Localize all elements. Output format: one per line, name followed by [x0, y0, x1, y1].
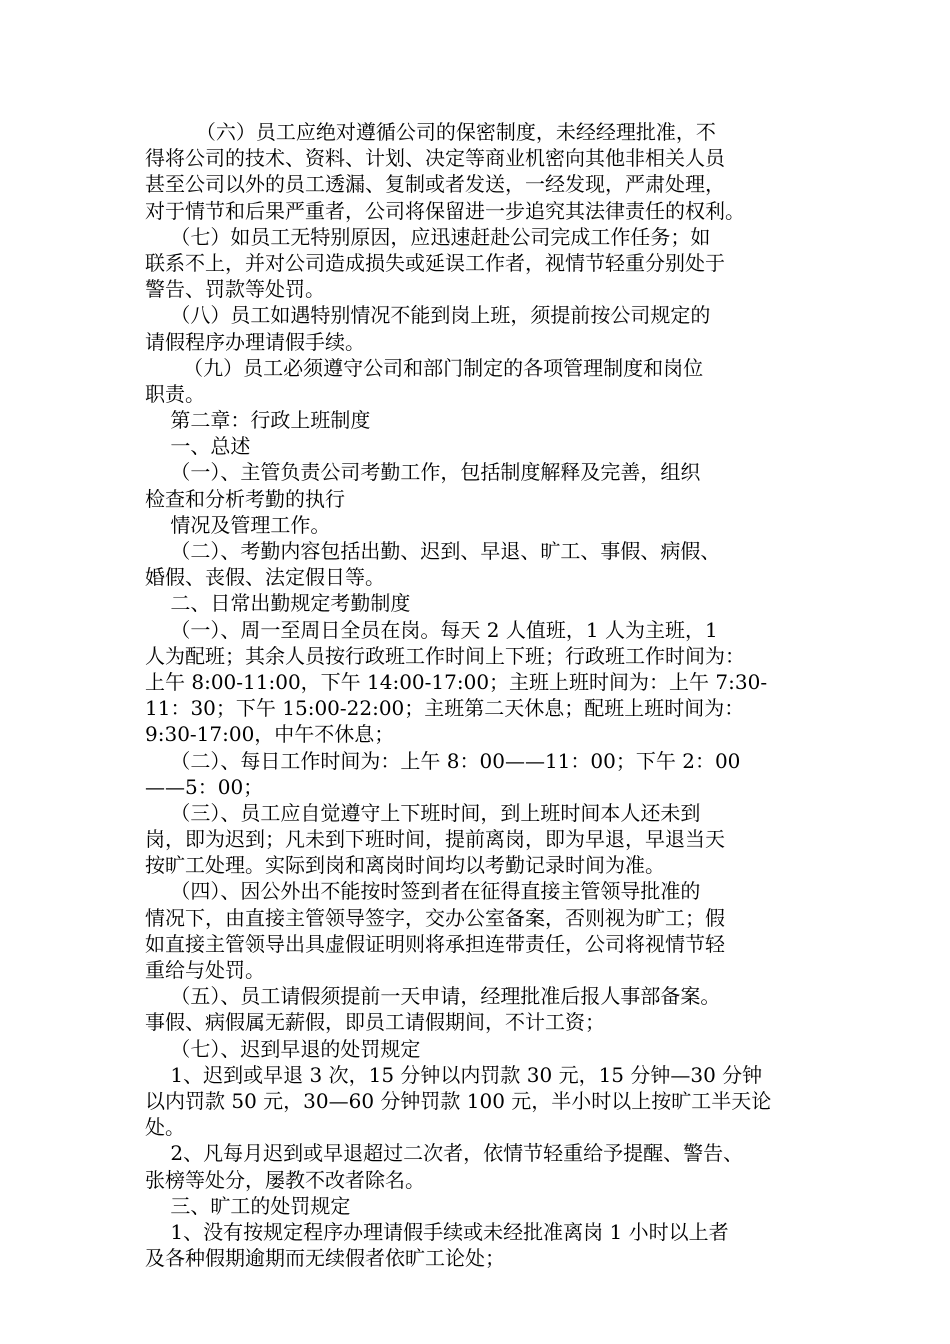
text-line: 请假程序办理请假手续。 — [145, 329, 365, 354]
text-line: （八）员工如遇特别情况不能到岗上班，须提前按公司规定的 — [145, 303, 711, 328]
text-line: 及各种假期逾期而无续假者依旷工论处； — [145, 1246, 505, 1271]
text-line: 重给与处罚。 — [145, 958, 265, 982]
text-line: 1、没有按规定程序办理请假手续或未经批准离岗 1 小时以上者 — [145, 1219, 729, 1244]
section-heading: 一、总述 — [145, 434, 251, 459]
text-line: （三）、员工应自觉遵守上下班时间，到上班时间本人还未到 — [145, 800, 701, 825]
section-heading: 二、日常出勤规定考勤制度 — [145, 591, 411, 616]
text-line: 1、迟到或早退 3 次，15 分钟以内罚款 30 元，15 分钟—30 分钟 — [145, 1062, 763, 1087]
text-line: 以内罚款 50 元，30—60 分钟罚款 100 元，半小时以上按旷工半天论 — [145, 1088, 772, 1113]
section-heading: 三、旷工的处罚规定 — [145, 1193, 351, 1218]
text-line: 检查和分析考勤的执行 — [145, 486, 345, 511]
text-line: 情况下，由直接主管领导签字，交办公室备案，否则视为旷工；假 — [145, 905, 725, 930]
text-line: 得将公司的技术、资料、计划、决定等商业机密向其他非相关人员 — [145, 146, 725, 171]
text-line: 岗，即为迟到；凡未到下班时间，提前离岗，即为早退，早退当天 — [145, 827, 725, 852]
text-line: 甚至公司以外的员工透漏、复制或者发送，一经发现，严肃处理， — [145, 172, 725, 197]
text-line: 对于情节和后果严重者，公司将保留进一步追究其法律责任的权利。 — [145, 198, 745, 223]
text-line: （一）、主管负责公司考勤工作，包括制度解释及完善，组织 — [145, 460, 701, 485]
text-line: （六）员工应绝对遵循公司的保密制度，未经经理批准，不 — [145, 120, 716, 144]
text-line: （九）员工必须遵守公司和部门制定的各项管理制度和岗位 — [145, 355, 704, 380]
text-line: 上午 8:00-11:00，下午 14:00-17:00；主班上班时间为：上午 7:30- — [145, 669, 768, 694]
text-line: 情况及管理工作。 — [145, 512, 331, 537]
text-line: 2、凡每月迟到或早退超过二次者，依情节轻重给予提醒、警告、 — [145, 1141, 744, 1166]
text-line: 联系不上，并对公司造成损失或延误工作者，视情节轻重分别处于 — [145, 250, 725, 275]
text-line: 人为配班；其余人员按行政班工作时间上下班；行政班工作时间为： — [145, 643, 745, 668]
text-line: 职责。 — [145, 381, 205, 406]
text-line: （四）、因公外出不能按时签到者在征得直接主管领导批准的 — [145, 879, 701, 904]
text-line: （五）、员工请假须提前一天申请，经理批准后报人事部备案。 — [145, 984, 721, 1009]
text-line: 婚假、丧假、法定假日等。 — [145, 565, 385, 590]
text-line: 9:30-17:00，中午不休息； — [145, 722, 395, 747]
text-line: 处。 — [145, 1115, 185, 1140]
text-line: 张榜等处分，屡教不改者除名。 — [145, 1167, 425, 1192]
text-line: （一）、周一至周日全员在岗。每天 2 人值班，1 人为主班，1 — [145, 617, 718, 642]
chapter-heading: 第二章：行政上班制度 — [145, 408, 371, 433]
document-body — [145, 119, 810, 1271]
text-line: ——5：00； — [145, 774, 264, 799]
text-line: 事假、病假属无薪假，即员工请假期间，不计工资； — [145, 1010, 605, 1035]
text-line: 按旷工处理。实际到岗和离岗时间均以考勤记录时间为准。 — [145, 853, 665, 878]
text-line: （二）、考勤内容包括出勤、迟到、早退、旷工、事假、病假、 — [145, 539, 721, 563]
text-line: 11：30；下午 15:00-22:00；主班第二天休息；配班上班时间为： — [145, 696, 745, 721]
text-line: （七）如员工无特别原因，应迅速赶赴公司完成工作任务；如 — [145, 224, 711, 249]
text-line: （七）、迟到早退的处罚规定 — [145, 1036, 421, 1061]
text-line: 如直接主管领导出具虚假证明则将承担连带责任，公司将视情节轻 — [145, 931, 725, 956]
text-line: 警告、罚款等处罚。 — [145, 277, 325, 302]
text-line: （二）、每日工作时间为：上午 8：00——11：00；下午 2：00 — [145, 748, 741, 773]
